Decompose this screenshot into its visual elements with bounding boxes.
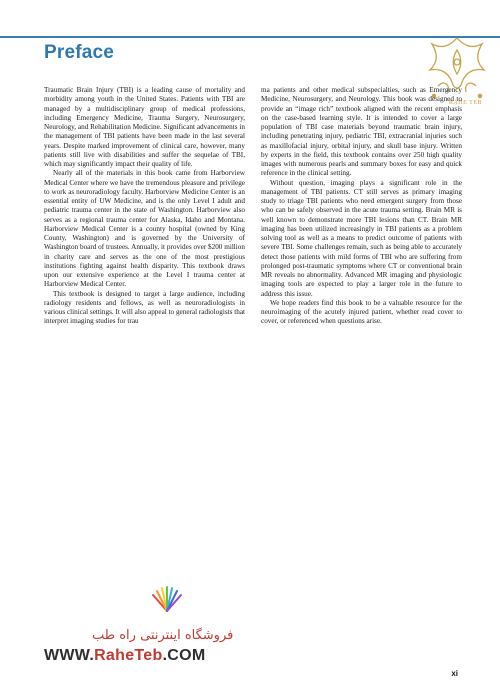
- body-columns: [44, 86, 462, 327]
- left-column: [44, 86, 245, 327]
- url-suffix: .COM: [162, 647, 206, 664]
- open-book-rainbow-icon: [147, 585, 187, 615]
- page-number: xi: [451, 669, 458, 678]
- url-prefix: WWW.: [44, 647, 95, 664]
- paragraph: Traumatic Brain Injury (TBI) is a leading cause of mortality and morbidity among youth in the United States. Patients with TBI are managed by a multidisciplinary group of medical professions, including Emergency Medicine, Trauma Surgery, Neurosurgery, Neurology, and Rehabilitation Medicine. Significant advancements in the management of TBI patients have been made in the last several years. Despite marked improvement of clinical care, however, many patients still live with disabilities and suffer the sequelae of TBI, which may significantly impact their quality of life.: [44, 86, 245, 168]
- paragraph: Nearly all of the materials in this book came from Harborview Medical Center where we have the tremendous pleasure and privilege to work as neuroradiology faculty. Harborview Medicine Center is an essential entity of UW Medicine, and is the only Level I adult and pediatric trauma center in the state of Washington. Harborview also serves as a regional trauma center for Alaska, Idaho and Montana. Harborview Medical Center is a county hospital (owned by King County, Washington) and is governed by the University of Washington board of trustees. Annually, it provides over $200 million in charity care and serves as the one of the most prestigious institutions fighting against health disparity. This textbook draws upon our extensive experience at the Level I trauma center at Harborview Medical Center.: [44, 169, 245, 289]
- paragraph: We hope readers find this book to be a valuable resource for the neuroimaging of the acutely injured patient, whether read cover to cover, or referenced when questions arise.: [261, 298, 462, 326]
- ornament-caption: RAHE TEB: [448, 100, 482, 106]
- paragraph: Without question, imaging plays a significant role in the management of TBI patients. CT still serves as primary imaging study to triage TBI patients who need emergent surgery from those who can be safely observed in the acute trauma setting. Brain MR is well known to demonstrate more TBI lesions than CT. Brain MR imaging has been utilized increasingly in TBI patients as a problem solving tool as well as a means to predict outcome of patients with severe TBI. Some challenges remain, such as being able to accurately detect those patients with mild forms of TBI who are suffering from prolonged post-traumatic symptoms where CT or conventional brain MR reveals no abnormality. Advanced MR imaging and physiologic imaging tools are expected to play a larger role in the future to address this issue.: [261, 178, 462, 298]
- page-title: Preface: [44, 42, 115, 63]
- right-column: [261, 86, 462, 327]
- paragraph: ma patients and other medical subspecialties, such as Emergency Medicine, Neurosurgery, and Neurology. This book was designed to provide an “image rich” textbook aligned with the recent emphasis on the case-based learning style. It is intended to cover a large population of TBI case materials beyond traumatic brain injury, including penetrating injury, pediatric TBI, extracranial injuries such as maxillofacial injury, orbital injury, and skull base injury. Written by experts in the field, this textbook contains over 250 high quality images with numerous pearls and summary boxes for easy and quick reference in the clinical setting.: [261, 86, 462, 178]
- watermark-persian-text: فروشگاه اینترنتی راه طب: [92, 628, 234, 643]
- url-domain: RaheTeb: [94, 647, 163, 664]
- watermark-url: [44, 647, 206, 665]
- paragraph: This textbook is designed to target a large audience, including radiology residents and fellows, as well as neuroradiologists in various clinical settings. It will also appeal to general radiologists that interpret imaging studies for trau: [44, 289, 246, 326]
